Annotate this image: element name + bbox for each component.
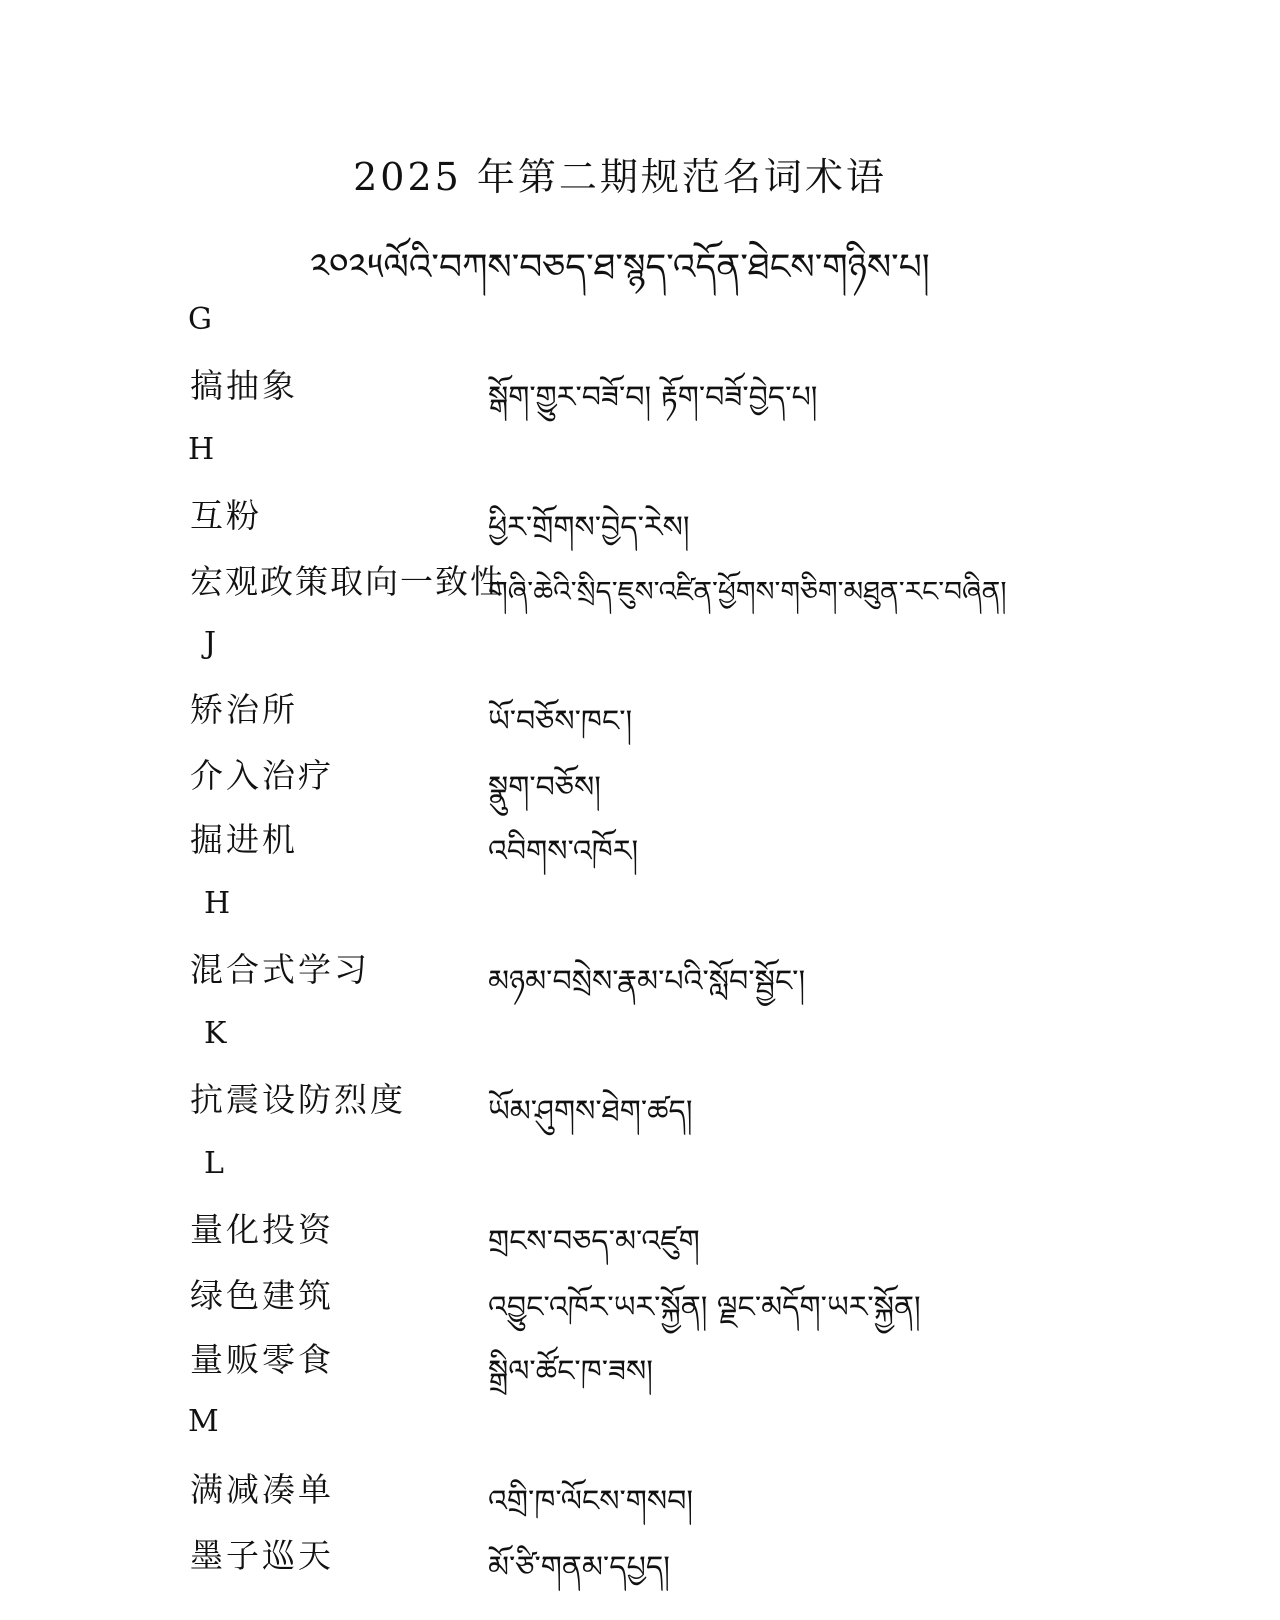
term-chinese: 量贩零食 [190, 1340, 334, 1379]
section-letter-k: K [204, 1016, 227, 1051]
term-chinese: 满减凑单 [190, 1470, 334, 1509]
term-chinese: 墨子巡天 [190, 1536, 334, 1575]
term-chinese: 抗震设防烈度 [190, 1080, 406, 1119]
document-title-chinese: 2025 年第二期规范名词术语 [353, 155, 887, 199]
term-chinese: 宏观政策取向一致性 [190, 562, 505, 601]
document-title-tibetan: ༢༠༢༥ལོའི་བཀས་བཅད་ཐ་སྙད་འདོན་ཐེངས་གཉིས་པ། [310, 247, 930, 288]
section-letter-h: H [204, 886, 231, 921]
term-tibetan: སྒོག་གྱུར་བཟོ་བ། རྟོག་བཟོ་བྱེད་པ། [488, 380, 818, 415]
term-tibetan: མོ་ཙི་གནམ་དཔྱད། [488, 1550, 670, 1585]
term-tibetan: འབིགས་འཁོར། [488, 834, 639, 869]
term-chinese: 绿色建筑 [190, 1276, 334, 1315]
term-tibetan: མཉམ་བསྲེས་རྣམ་པའི་སློབ་སྦྱོང་། [488, 964, 806, 999]
section-letter-h: H [188, 432, 215, 467]
term-chinese: 互粉 [190, 496, 262, 535]
term-tibetan: ཕྱིར་གྲོགས་བྱེད་རེས། [488, 510, 690, 545]
section-letter-m: M [188, 1404, 219, 1439]
term-tibetan: སྣུག་བཅོས། [488, 770, 601, 805]
term-chinese: 掘进机 [190, 820, 298, 859]
term-tibetan: གྲངས་བཅད་མ་འཛུག [488, 1224, 700, 1259]
term-chinese: 介入治疗 [190, 756, 334, 795]
section-letter-g: G [188, 302, 212, 337]
term-chinese: 矫治所 [190, 690, 298, 729]
term-tibetan: འགྲི་ཁ་ལོངས་གསབ། [488, 1484, 694, 1519]
term-tibetan: ཡོམ་ཤུགས་ཐེག་ཚད། [488, 1094, 693, 1129]
term-chinese: 搞抽象 [190, 366, 298, 405]
term-tibetan: གཞི་ཆེའི་སྲིད་ཇུས་འཛིན་ཕྱོགས་གཅིག་མཐུན་རང་བཞིན། [488, 575, 1007, 608]
term-tibetan: སྒྲིལ་ཚོང་ཁ་ཟས། [488, 1354, 653, 1389]
section-letter-j: J [204, 626, 217, 661]
term-tibetan: ཡོ་བཅོས་ཁང་། [488, 704, 633, 739]
term-chinese: 混合式学习 [190, 950, 370, 989]
term-chinese: 量化投资 [190, 1210, 334, 1249]
section-letter-l: L [204, 1146, 224, 1181]
term-tibetan: འབྱུང་འཁོར་ཡར་སྐྱོན། ལྗང་མདོག་ཡར་སྐྱོན། [488, 1290, 921, 1325]
